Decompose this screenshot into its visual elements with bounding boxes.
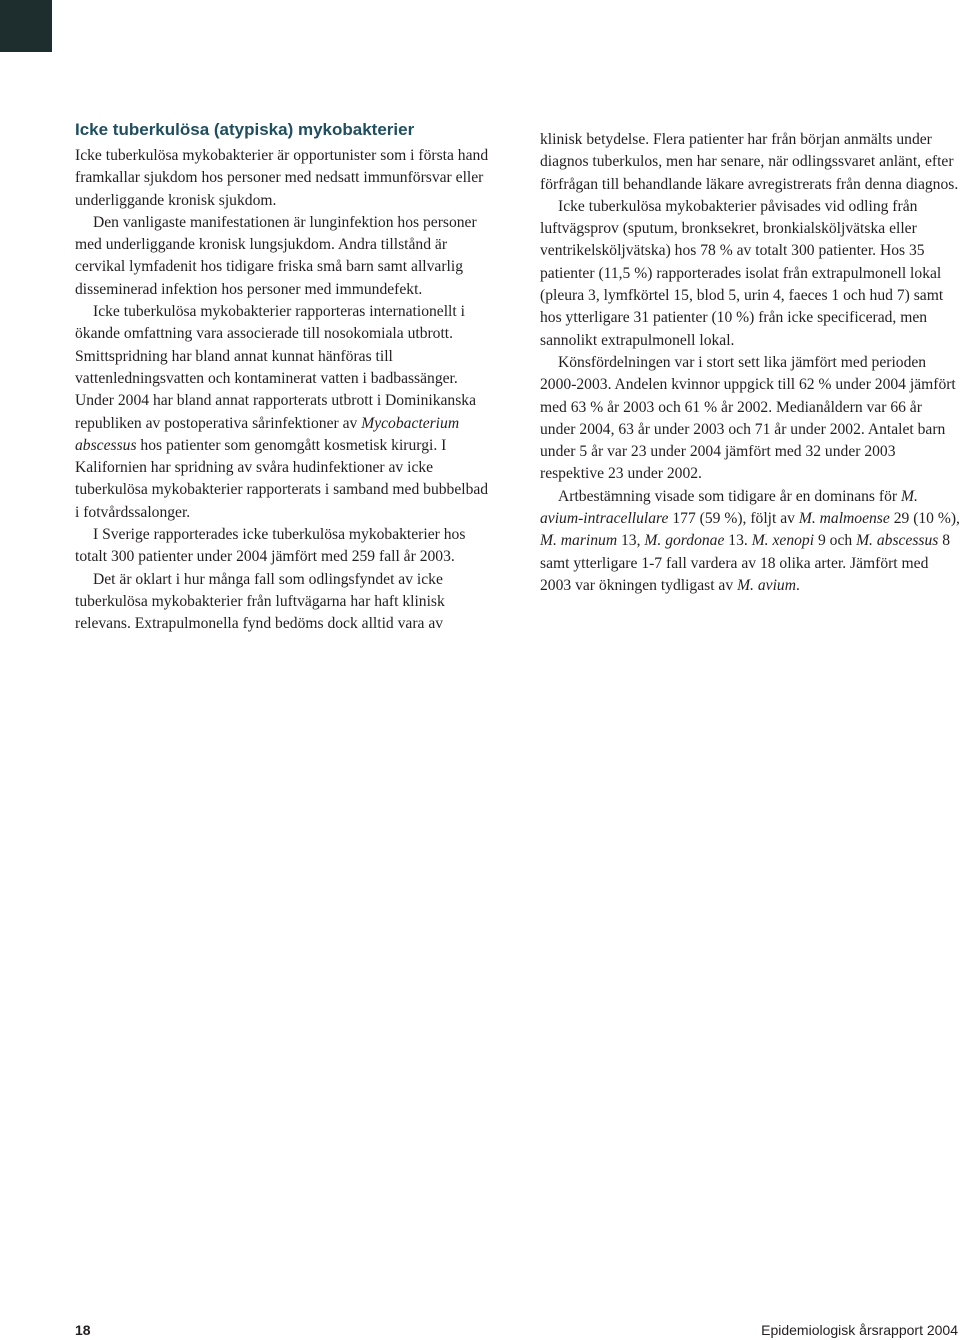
paragraph: klinisk betydelse. Flera patienter har från början anmälts under diagnos tuberkulos, men har senare, när odlingssvaret anlänt, efter förfrågan till behandlande läkare avregistrerats från denna diagnos. (540, 131, 959, 193)
species-name: M. avium-intracellulare (540, 487, 918, 528)
page-number: 18 (75, 1322, 91, 1338)
paragraph (540, 486, 960, 597)
species-name: M. marinum (540, 532, 618, 550)
paragraph-text: 13, (617, 532, 645, 550)
right-column (540, 129, 960, 597)
section-heading: Icke tuberkulösa (atypiska) mykobakterier (75, 120, 415, 139)
paragraph-text: 13. (724, 532, 752, 550)
paragraph: Det är oklart i hur många fall som odlingsfyndet av icke tuberkulösa mykobakterier från luftvägarna har haft klinisk relevans. Extrapulmonella fynd bedöms dock alltid vara av (75, 570, 445, 633)
species-name: M. malmoense (798, 510, 890, 528)
species-name: M. xenopi (751, 532, 815, 550)
paragraph-text: . (795, 576, 800, 594)
paragraph-text: Icke tuberkulösa mykobakterier rapporteras internationellt i ökande omfattning vara associerade till nosokomiala utbrott. Smittspridning har bland annat kunnat hänföras till vattenledningsvatten och kontaminerat vatten i badbassänger. Under 2004 har bland annat rapporterats utbrott i Dominikanska republiken av postoperativa sårinfektioner av (75, 303, 476, 432)
paragraph: Den vanligaste manifestationen är lunginfektion hos personer med underliggande kronisk lungsjukdom. Andra tillstånd är cervikal lymfadenit hos tidigare friska små barn samt allvarlig disseminerad infektion hos personer med immundefekt. (75, 213, 477, 298)
paragraph-text: hos patienter som genomgått kosmetisk kirurgi. I Kalifornien har spridning av svåra hudinfektioner av icke tuberkulösa mykobakterier rapporterats i samband med bubbelbad i fotvårdssalonger. (75, 436, 489, 521)
species-name: Mycobacterium abscessus (75, 414, 460, 454)
corner-block (0, 0, 52, 52)
paragraph-text: 177 (59 %), följt av (668, 510, 799, 528)
species-name: M. abscessus (856, 532, 939, 550)
paragraph: Icke tuberkulösa mykobakterier påvisades vid odling från luftvägsprov (sputum, bronksekret, bronkialsköljvätska eller ventrikelsköljvätska) hos 78 % av totalt 300 patienter. Hos 35 patienter (11,5 %) rapporterades isolat från extrapulmonell lokal (pleura 3, lymfkörtel 15, blod 5, urin 4, faeces 1 och hud 7) samt hos ytterligare 31 patienter (10 %) från icke specificerad, men sannolikt extrapulmonell lokal. (540, 197, 944, 349)
publication-title: Epidemiologisk årsrapport 2004 (761, 1322, 958, 1338)
paragraph-text: 29 (10 %), (889, 510, 960, 528)
paragraph-text: 8 samt ytterligare 1-7 fall vardera av 18 olika arter. Jämfört med 2003 var ökningen tydligast av (540, 532, 951, 594)
paragraph-text: Artbestämning visade som tidigare år en dominans för (558, 487, 901, 505)
left-column (75, 118, 495, 636)
species-name: M. gordonae (644, 532, 725, 550)
species-name: M. avium (737, 576, 796, 594)
paragraph: Könsfördelningen var i stort sett lika jämfört med perioden 2000-2003. Andelen kvinnor uppgick till 62 % under 2004 jämfört med 63 % år 2003 och 61 % år 2002. Medianåldern var 66 år under 2004, 63 år under 2003 och 71 år under 2002. Antalet barn under 5 år var 23 under 2004 jämfört med 32 under 2003 respektive 23 under 2002. (540, 353, 956, 483)
paragraph-text: 9 och (814, 532, 857, 550)
paragraph (75, 301, 495, 524)
paragraph: Icke tuberkulösa mykobakterier är opportunister som i första hand framkallar sjukdom hos personer med nedsatt immunförsvar eller underliggande kronisk sjukdom. (75, 147, 489, 209)
paragraph: I Sverige rapporterades icke tuberkulösa mykobakterier hos totalt 300 patienter under 2004 jämfört med 259 fall år 2003. (75, 526, 466, 566)
